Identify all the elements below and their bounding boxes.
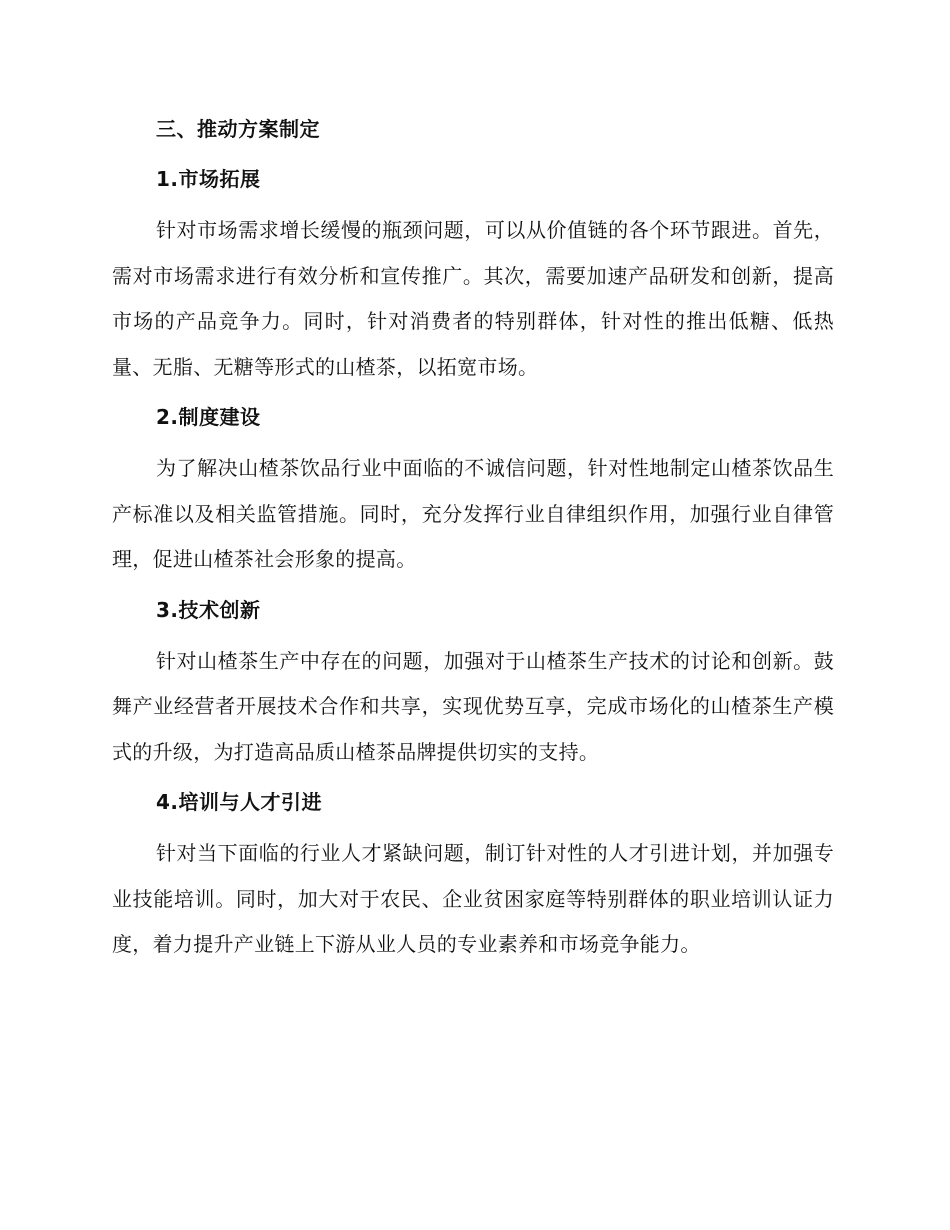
paragraph-technology: 针对山楂茶生产中存在的问题，加强对于山楂茶生产技术的讨论和创新。鼓舞产业经营者开展技术合作和共享，实现优势互享，完成市场化的山楂茶生产模式的升级，为打造高品质山楂茶品牌提供切实的支持。 [112, 648, 834, 764]
document-body [112, 106, 834, 972]
subsection-heading-market: 1.市场拓展 [156, 167, 261, 191]
subsection-heading-system: 2.制度建设 [156, 405, 261, 429]
paragraph-system: 为了解决山楂茶饮品行业中面临的不诚信问题，针对性地制定山楂茶饮品生产标准以及相关监管措施。同时，充分发挥行业自律组织作用，加强行业自律管理，促进山楂茶社会形象的提高。 [112, 456, 834, 571]
paragraph-market: 针对市场需求增长缓慢的瓶颈问题，可以从价值链的各个环节跟进。首先，需对市场需求进行有效分析和宣传推广。其次，需要加速产品研发和创新，提高市场的产品竞争力。同时，针对消费者的特别群体，针对性的推出低糖、低热量、无脂、无糖等形式的山楂茶，以拓宽市场。 [112, 218, 834, 379]
paragraph-training: 针对当下面临的行业人才紧缺问题，制订针对性的人才引进计划，并加强专业技能培训。同时，加大对于农民、企业贫困家庭等特别群体的职业培训认证力度，着力提升产业链上下游从业人员的专业素养和市场竞争能力。 [112, 841, 834, 956]
subsection-heading-technology: 3.技术创新 [156, 597, 261, 622]
section-title: 三、推动方案制定 [156, 117, 320, 141]
subsection-heading-training: 4.培训与人才引进 [156, 790, 323, 814]
